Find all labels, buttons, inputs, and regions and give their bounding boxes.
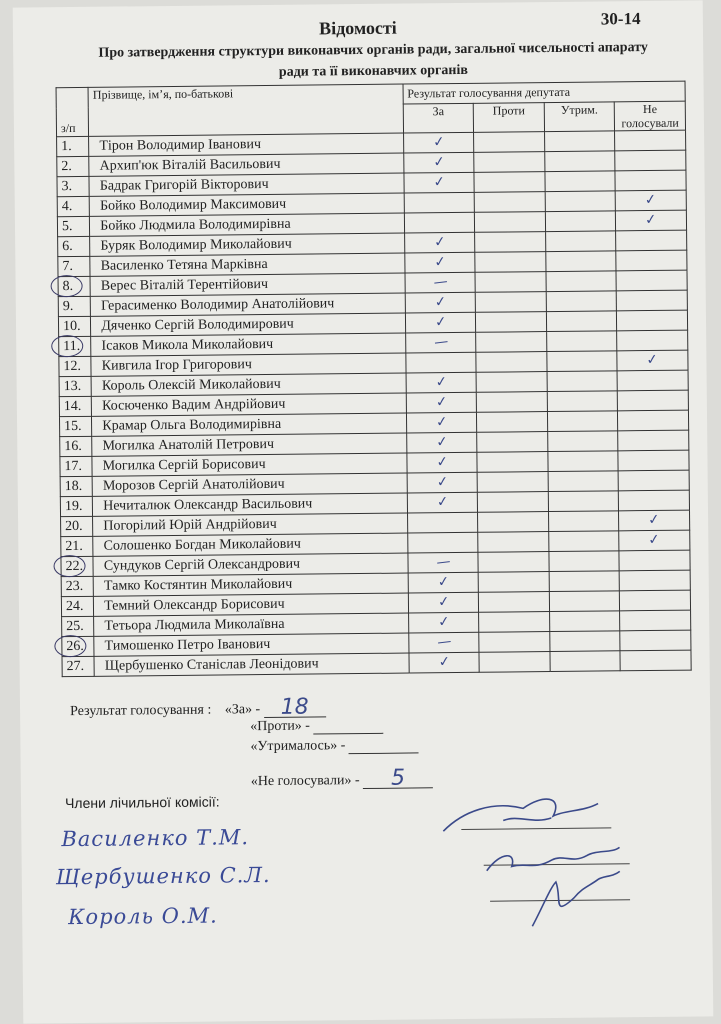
commission-member-3: Король О.М. — [68, 903, 218, 930]
vote-for-cell — [406, 412, 477, 433]
vote-mark: ✓ — [647, 531, 662, 549]
circled-number-mark — [51, 335, 83, 357]
row-number: 7. — [58, 256, 90, 276]
vote-novote-cell — [617, 350, 688, 371]
vote-against-cell — [475, 292, 546, 313]
vote-for-cell — [409, 652, 480, 673]
vote-abstain-cell — [550, 631, 621, 652]
row-number: 25. — [62, 616, 94, 636]
commission-label: Члени лічильної комісії: — [64, 793, 220, 812]
vote-against-cell — [477, 412, 548, 433]
vote-novote-cell — [619, 550, 690, 571]
vote-abstain-cell — [545, 191, 616, 212]
deputy-name: Погорілий Юрій Андрійович — [93, 513, 408, 536]
vote-against-cell — [479, 632, 550, 653]
row-number: 21. — [61, 536, 93, 556]
vote-novote-cell — [618, 470, 689, 491]
vote-against-cell — [475, 232, 546, 253]
deputy-name: Могилка Анатолій Петрович — [92, 433, 407, 456]
vote-mark: ✓ — [433, 253, 447, 271]
vote-mark: ✓ — [437, 653, 451, 671]
document-title: Відомості — [319, 17, 397, 39]
vote-abstain-cell — [549, 531, 620, 552]
vote-novote-cell — [617, 370, 688, 391]
vote-novote-cell — [618, 410, 689, 431]
vote-mark: ✓ — [432, 153, 446, 171]
vote-against-cell — [479, 652, 550, 673]
row-number: 3. — [57, 176, 89, 196]
vote-mark: ✓ — [435, 473, 449, 491]
vote-for-cell — [404, 212, 475, 233]
vote-abstain-cell — [546, 271, 617, 292]
deputy-name: Герасименко Володимир Анатолійович — [90, 293, 405, 316]
deputy-name: Тірон Володимир Іванович — [89, 133, 404, 156]
vote-novote-cell — [617, 330, 688, 351]
deputy-name: Могилка Сергій Борисович — [92, 453, 407, 476]
vote-mark: ✓ — [436, 613, 451, 631]
vote-mark: ✓ — [644, 191, 658, 209]
vote-abstain-cell — [548, 451, 619, 472]
document-page — [13, 0, 714, 1023]
vote-mark: ✓ — [431, 133, 446, 151]
vote-for-cell — [404, 232, 475, 253]
vote-against-cell — [477, 452, 548, 473]
vote-for-cell — [406, 352, 477, 373]
vote-against-cell — [476, 352, 547, 373]
row-number: 8. — [58, 276, 90, 296]
vote-against-cell — [477, 432, 548, 453]
vote-against-cell — [476, 372, 547, 393]
vote-novote-cell — [619, 490, 690, 511]
vote-abstain-cell — [545, 171, 616, 192]
vote-against-cell — [475, 252, 546, 273]
vote-for-cell — [407, 532, 478, 553]
vote-for-cell — [406, 392, 477, 413]
circled-number-mark — [54, 635, 86, 657]
deputy-name: Тимошенко Петро Іванович — [94, 633, 409, 656]
vote-for-cell — [408, 612, 479, 633]
vote-abstain-cell — [545, 151, 616, 172]
deputy-name: Бойко Людмила Володимирівна — [90, 213, 405, 236]
vote-abstain-cell — [547, 371, 618, 392]
vote-abstain-cell — [549, 591, 620, 612]
vote-mark: ✓ — [432, 173, 446, 191]
vote-against-cell — [474, 152, 545, 173]
deputy-name: Буряк Володимир Миколайович — [90, 233, 405, 256]
row-number: 24. — [61, 596, 93, 616]
vote-against-cell — [478, 552, 549, 573]
header-name: Прізвище, ім’я, по-батькові — [88, 84, 403, 136]
deputy-name: Крамар Ольга Володимирівна — [92, 413, 407, 436]
vote-mark: ✓ — [434, 413, 449, 431]
vote-novote-cell — [616, 210, 687, 231]
vote-mark: ✓ — [436, 573, 450, 591]
vote-for-cell — [405, 332, 476, 353]
row-number: 6. — [58, 236, 90, 256]
vote-for-cell — [404, 172, 475, 193]
row-number: 5. — [57, 216, 89, 236]
header-for: За — [403, 103, 474, 133]
deputy-name: Нечиталюк Олександр Васильович — [93, 493, 408, 516]
vote-for-cell — [405, 272, 476, 293]
header-abstain: Утрим. — [544, 102, 615, 132]
vote-novote-cell — [618, 430, 689, 451]
vote-mark: — — [432, 273, 448, 291]
vote-novote-cell — [615, 130, 686, 151]
deputy-name: Бадрак Григорій Вікторович — [89, 173, 404, 196]
vote-for-cell — [403, 152, 474, 173]
deputy-name: Темний Олександр Борисович — [94, 593, 409, 616]
vote-mark: ✓ — [433, 313, 448, 331]
vote-mark: — — [432, 333, 449, 351]
vote-abstain-cell — [547, 411, 618, 432]
deputy-name: Сундуков Сергій Олександрович — [93, 553, 408, 576]
vote-mark: ✓ — [644, 211, 658, 229]
vote-novote-cell — [620, 630, 691, 651]
vote-novote-cell — [619, 530, 690, 551]
vote-mark: ✓ — [645, 351, 660, 369]
vote-mark: ✓ — [432, 233, 447, 251]
row-number: 4. — [57, 196, 89, 216]
row-number: 18. — [60, 476, 92, 496]
vote-mark: ✓ — [436, 593, 451, 611]
document-subtitle: Про затвердження структури виконавчих органів ради, загальної чисельності апарату ради та її виконавчих органів — [98, 39, 648, 80]
vote-novote-cell — [618, 390, 689, 411]
row-number: 1. — [57, 136, 89, 156]
row-number: 2. — [57, 156, 89, 176]
vote-novote-cell — [616, 270, 687, 291]
header-result: Результат голосування депутата — [403, 81, 685, 104]
deputy-name: Морозов Сергій Анатолійович — [92, 473, 407, 496]
results-against-value — [313, 719, 383, 735]
vote-mark: — — [435, 553, 451, 571]
vote-abstain-cell — [549, 611, 620, 632]
deputy-name: Василенко Тетяна Марківна — [90, 253, 405, 276]
results-novote-label: «Не голосували» - — [250, 773, 360, 790]
voting-table-body — [57, 130, 692, 677]
vote-novote-cell — [620, 590, 691, 611]
vote-mark: ✓ — [435, 453, 449, 471]
vote-against-cell — [479, 612, 550, 633]
row-number: 16. — [60, 436, 92, 456]
vote-abstain-cell — [547, 391, 618, 412]
vote-for-cell — [403, 132, 474, 153]
vote-abstain-cell — [545, 211, 616, 232]
vote-novote-cell — [617, 310, 688, 331]
deputy-name: Косюченко Вадим Андрійович — [92, 393, 407, 416]
results-novote-value: 5 — [363, 769, 433, 789]
vote-abstain-cell — [549, 551, 620, 572]
vote-abstain-cell — [548, 471, 619, 492]
vote-mark: ✓ — [435, 433, 449, 451]
deputy-name: Дяченко Сергій Володимирович — [91, 313, 406, 336]
vote-against-cell — [476, 312, 547, 333]
commission-member-1: Василенко Т.М. — [61, 825, 250, 852]
vote-novote-cell — [618, 450, 689, 471]
vote-abstain-cell — [548, 491, 619, 512]
deputy-name: Архип'юк Віталій Васильович — [89, 153, 404, 176]
vote-against-cell — [474, 172, 545, 193]
results-for-value: 18 — [264, 698, 326, 718]
row-number: 17. — [60, 456, 92, 476]
deputy-name: Тамко Костянтин Миколайович — [93, 573, 408, 596]
vote-abstain-cell — [546, 251, 617, 272]
vote-against-cell — [474, 192, 545, 213]
row-number: 10. — [58, 316, 90, 336]
vote-against-cell — [478, 512, 549, 533]
vote-abstain-cell — [547, 351, 618, 372]
results-abstain-value — [349, 738, 419, 754]
vote-for-cell — [404, 192, 475, 213]
vote-abstain-cell — [546, 311, 617, 332]
vote-for-cell — [407, 492, 478, 513]
circled-number-mark — [53, 555, 85, 577]
vote-against-cell — [479, 592, 550, 613]
vote-novote-cell — [620, 650, 691, 671]
row-number: 9. — [58, 296, 90, 316]
vote-for-cell — [406, 432, 477, 453]
vote-mark: ✓ — [434, 393, 449, 411]
vote-abstain-cell — [547, 431, 618, 452]
vote-against-cell — [477, 472, 548, 493]
vote-novote-cell — [620, 570, 691, 591]
vote-against-cell — [478, 492, 549, 513]
row-number: 15. — [59, 416, 91, 436]
vote-for-cell — [408, 552, 479, 573]
vote-abstain-cell — [546, 331, 617, 352]
vote-novote-cell — [619, 510, 690, 531]
results-against-label: «Проти» - — [250, 718, 311, 735]
vote-against-cell — [478, 532, 549, 553]
row-number: 20. — [61, 516, 93, 536]
vote-for-cell — [407, 512, 478, 533]
row-number: 23. — [61, 576, 93, 596]
vote-against-cell — [475, 212, 546, 233]
row-number: 22. — [61, 556, 93, 576]
document-number: 30-14 — [600, 9, 641, 29]
vote-mark: ✓ — [434, 373, 448, 391]
deputy-name: Щербушенко Станіслав Леонідович — [94, 653, 409, 676]
signature-1 — [433, 789, 614, 841]
deputy-name: Кивгила Ігор Григорович — [91, 353, 406, 376]
vote-novote-cell — [615, 170, 686, 191]
row-number: 19. — [60, 496, 92, 516]
results-for-label: «За» - — [224, 702, 261, 718]
vote-abstain-cell — [548, 511, 619, 532]
vote-for-cell — [405, 252, 476, 273]
deputy-name: Король Олексій Миколайович — [91, 373, 406, 396]
vote-against-cell — [474, 132, 545, 153]
vote-novote-cell — [615, 150, 686, 171]
vote-abstain-cell — [550, 651, 621, 672]
vote-abstain-cell — [544, 131, 615, 152]
row-number: 11. — [59, 336, 91, 356]
vote-for-cell — [409, 632, 480, 653]
vote-novote-cell — [616, 190, 687, 211]
row-number: 26. — [62, 636, 94, 656]
deputy-name: Солошенко Богдан Миколайович — [93, 533, 408, 556]
results-abstain-label: «Утрималось» - — [250, 738, 346, 755]
results-label: Результат голосування : — [69, 702, 212, 720]
vote-novote-cell — [616, 230, 687, 251]
vote-for-cell — [405, 312, 476, 333]
vote-novote-cell — [617, 290, 688, 311]
vote-against-cell — [478, 572, 549, 593]
vote-abstain-cell — [549, 571, 620, 592]
deputy-name: Бойко Володимир Максимович — [89, 193, 404, 216]
vote-for-cell — [408, 572, 479, 593]
signature-3 — [512, 867, 633, 932]
row-number: 27. — [62, 656, 94, 676]
voting-table — [56, 81, 692, 678]
vote-mark: ✓ — [435, 493, 450, 511]
vote-mark: ✓ — [647, 511, 662, 529]
deputy-name: Ісаков Микола Миколайович — [91, 333, 406, 356]
row-number: 13. — [59, 376, 91, 396]
header-novote: Не голосували — [615, 101, 686, 131]
circled-number-mark — [51, 275, 83, 297]
vote-abstain-cell — [546, 291, 617, 312]
row-number: 14. — [59, 396, 91, 416]
vote-for-cell — [407, 472, 478, 493]
vote-for-cell — [406, 372, 477, 393]
commission-member-2: Щербушенко С.Л. — [55, 862, 271, 890]
vote-for-cell — [408, 592, 479, 613]
vote-against-cell — [476, 332, 547, 353]
vote-for-cell — [405, 292, 476, 313]
vote-abstain-cell — [545, 231, 616, 252]
deputy-name: Верес Віталій Терентійович — [90, 273, 405, 296]
vote-for-cell — [407, 452, 478, 473]
header-num: з/п — [56, 87, 89, 136]
row-number: 12. — [59, 356, 91, 376]
vote-novote-cell — [620, 610, 691, 631]
vote-mark: ✓ — [433, 293, 448, 311]
vote-novote-cell — [616, 250, 687, 271]
vote-mark: — — [435, 633, 452, 651]
vote-against-cell — [477, 392, 548, 413]
deputy-name: Тетьора Людмила Миколаївна — [94, 613, 409, 636]
header-against: Проти — [474, 103, 545, 133]
vote-against-cell — [475, 272, 546, 293]
